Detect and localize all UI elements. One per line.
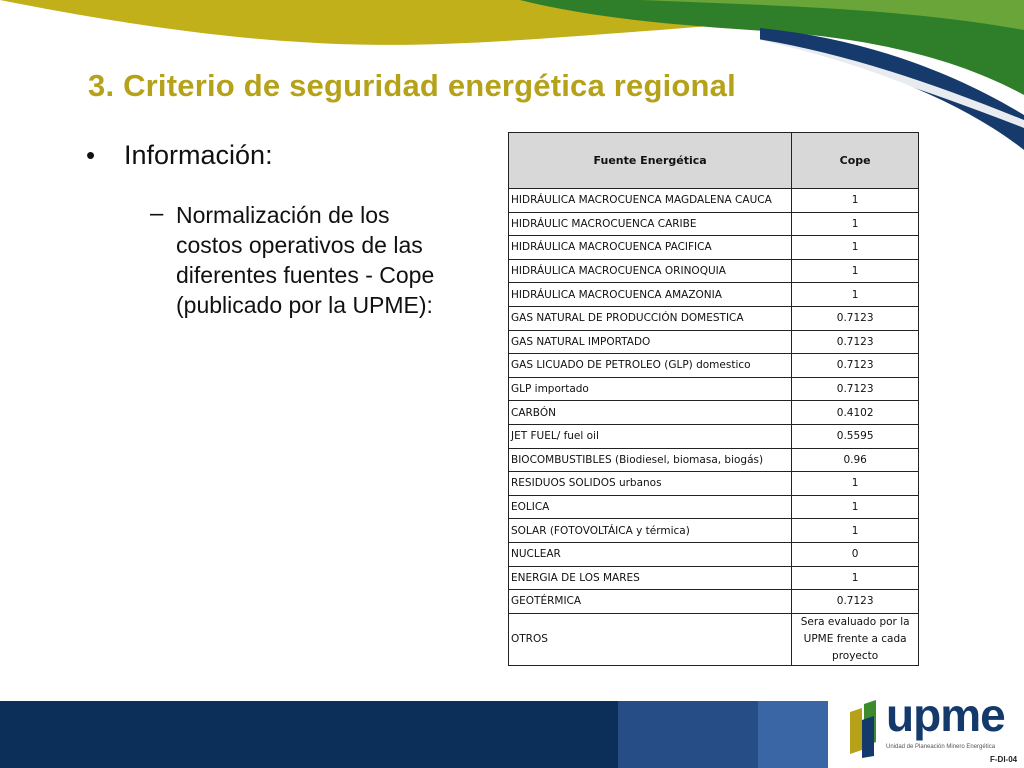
table-row [509, 401, 919, 425]
table-row [509, 236, 919, 260]
cell-cope: 0.7123 [792, 306, 919, 330]
table-header-row [509, 133, 919, 189]
cell-source: ENERGIA DE LOS MARES [509, 566, 792, 590]
sub-bullet-text: Normalización de los costos operativos de las diferentes fuentes - Cope (publicado por la UPME): [176, 202, 435, 318]
logo-wordmark: upme [886, 689, 1005, 741]
table-row [509, 354, 919, 378]
footer-block [758, 701, 828, 768]
footer-block [618, 701, 758, 768]
cell-cope: 0 [792, 542, 919, 566]
table-row [509, 448, 919, 472]
table-row [509, 377, 919, 401]
cell-source: NUCLEAR [509, 542, 792, 566]
cell-cope: 1 [792, 259, 919, 283]
table-row [509, 212, 919, 236]
cell-source: HIDRÁULICA MACROCUENCA AMAZONIA [509, 283, 792, 307]
cell-cope: 0.7123 [792, 330, 919, 354]
cell-cope: 0.7123 [792, 590, 919, 614]
table-row [509, 424, 919, 448]
cell-cope: 1 [792, 283, 919, 307]
cell-source: HIDRÁULIC MACROCUENCA CARIBE [509, 212, 792, 236]
table-row [509, 472, 919, 496]
document-code: F-DI-04 [990, 755, 1018, 764]
cell-source: BIOCOMBUSTIBLES (Biodiesel, biomasa, biogás) [509, 448, 792, 472]
cell-source: GAS LICUADO DE PETROLEO (GLP) domestico [509, 354, 792, 378]
cell-cope: 1 [792, 566, 919, 590]
upme-logo-icon [846, 698, 884, 758]
cell-source: RESIDUOS SOLIDOS urbanos [509, 472, 792, 496]
sub-bullet-symbol: – [150, 200, 164, 227]
bullet-symbol: • [86, 140, 96, 170]
cell-cope: 1 [792, 472, 919, 496]
cell-cope: 1 [792, 189, 919, 213]
cell-source: GEOTÉRMICA [509, 590, 792, 614]
bullet-text: Información: [124, 140, 273, 170]
cell-source: HIDRÁULICA MACROCUENCA PACIFICA [509, 236, 792, 260]
cell-source: GAS NATURAL DE PRODUCCIÓN DOMESTICA [509, 306, 792, 330]
sub-bullet [150, 200, 440, 320]
cell-source: SOLAR (FOTOVOLTÁICA y térmica) [509, 519, 792, 543]
table-row [509, 542, 919, 566]
cell-cope: 0.96 [792, 448, 919, 472]
table-row [509, 259, 919, 283]
cell-cope: 1 [792, 519, 919, 543]
upme-logo [846, 690, 1016, 760]
cell-cope: 0.4102 [792, 401, 919, 425]
cell-source: JET FUEL/ fuel oil [509, 424, 792, 448]
cell-cope: Sera evaluado por la UPME frente a cada proyecto [792, 613, 919, 665]
logo-subtitle: Unidad de Planeación Minero Energética [886, 744, 996, 750]
table-row [509, 519, 919, 543]
cell-source: GAS NATURAL IMPORTADO [509, 330, 792, 354]
cope-table [508, 132, 919, 666]
slide-title: 3. Criterio de seguridad energética regional [88, 68, 736, 103]
table-row [509, 306, 919, 330]
cell-cope: 1 [792, 212, 919, 236]
header-cope: Cope [792, 133, 919, 189]
cell-source: HIDRÁULICA MACROCUENCA ORINOQUIA [509, 259, 792, 283]
cell-source: EOLICA [509, 495, 792, 519]
cell-cope: 1 [792, 236, 919, 260]
header-fuente: Fuente Energética [509, 133, 792, 189]
bullet-informacion [86, 140, 273, 171]
cell-cope: 0.7123 [792, 354, 919, 378]
table-row [509, 590, 919, 614]
cell-cope: 1 [792, 495, 919, 519]
cell-source: GLP importado [509, 377, 792, 401]
table-row [509, 495, 919, 519]
cell-source: OTROS [509, 613, 792, 665]
table-row [509, 566, 919, 590]
cell-source: CARBÓN [509, 401, 792, 425]
table-row [509, 189, 919, 213]
table-row [509, 330, 919, 354]
cope-table-wrapper [508, 132, 919, 666]
table-row [509, 283, 919, 307]
table-row [509, 613, 919, 665]
cell-source: HIDRÁULICA MACROCUENCA MAGDALENA CAUCA [509, 189, 792, 213]
cell-cope: 0.5595 [792, 424, 919, 448]
cell-cope: 0.7123 [792, 377, 919, 401]
